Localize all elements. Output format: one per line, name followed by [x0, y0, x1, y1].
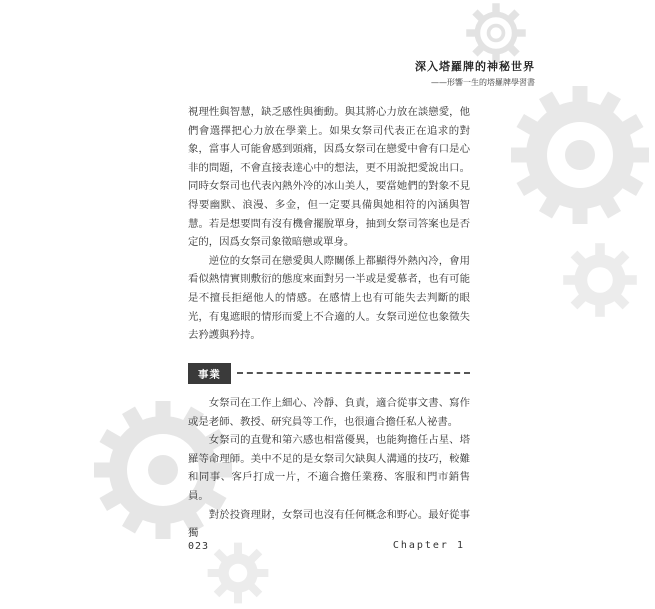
- gear-icon: [465, 2, 527, 64]
- gear-icon: [505, 80, 655, 230]
- section-label: 事業: [188, 363, 231, 384]
- paragraph: 逆位的女祭司在戀愛與人際關係上都顯得外熱內冷，會用看似熱情實則敷衍的態度來面對另一半或是愛慕者，也有可能是不擅長拒絕他人的情感。在感情上也有可能失去判斷的眼光，有鬼遮眼的情形而愛上不合適的人。女祭司逆位也象徵失去矜護與矜持。: [188, 254, 470, 342]
- gear-icon: [205, 540, 271, 606]
- book-subtitle: ——形響一生的塔羅牌學習書: [431, 78, 535, 87]
- love-section-text: [188, 103, 470, 345]
- paragraph: 對於投資理財，女祭司也沒有任何概念和野心。最好從事獨: [188, 508, 470, 540]
- paragraph: 女祭司的直覺和第六感也相當優異，也能夠擔任占星、塔羅等命理師。美中不足的是女祭司欠缺與人溝通的技巧，較難和同事、客戶打成一片，不適合擔任業務、客服和門市銷售員。: [188, 434, 470, 502]
- section-heading: [188, 361, 470, 385]
- chapter-label: Chapter 1: [392, 540, 465, 551]
- running-header: [415, 58, 535, 88]
- book-title: 深入塔羅牌的神秘世界: [415, 60, 535, 73]
- section-divider: [237, 372, 470, 374]
- paragraph: 女祭司在工作上細心、冷靜、負責，適合從事文書、寫作或是老師、教授、研究員等工作，也很適合擔任私人祕書。: [188, 397, 470, 428]
- career-section-text: [188, 394, 470, 543]
- paragraph: 視理性與智慧，缺乏感性與衝動。與其將心力放在談戀愛，他們會選擇把心力放在學業上。如果女祭司代表正在追求的對象，當事人可能會感到頭痛，因爲女祭司在戀愛中會有口是心非的問題，不會直接表達心中的想法，更不用說把愛說出口。同時女祭司也代表內熱外冷的冰山美人，要當她們的對象不見得要幽默、浪漫、多金，但一定要具備與她相符的內涵與智慧。若是想要問有沒有機會擺脫單身，抽到女祭司答案也是否定的，因爲女祭司象徵暗戀或單身。: [188, 106, 470, 249]
- gear-icon: [560, 240, 640, 320]
- page-number: 023: [188, 541, 210, 552]
